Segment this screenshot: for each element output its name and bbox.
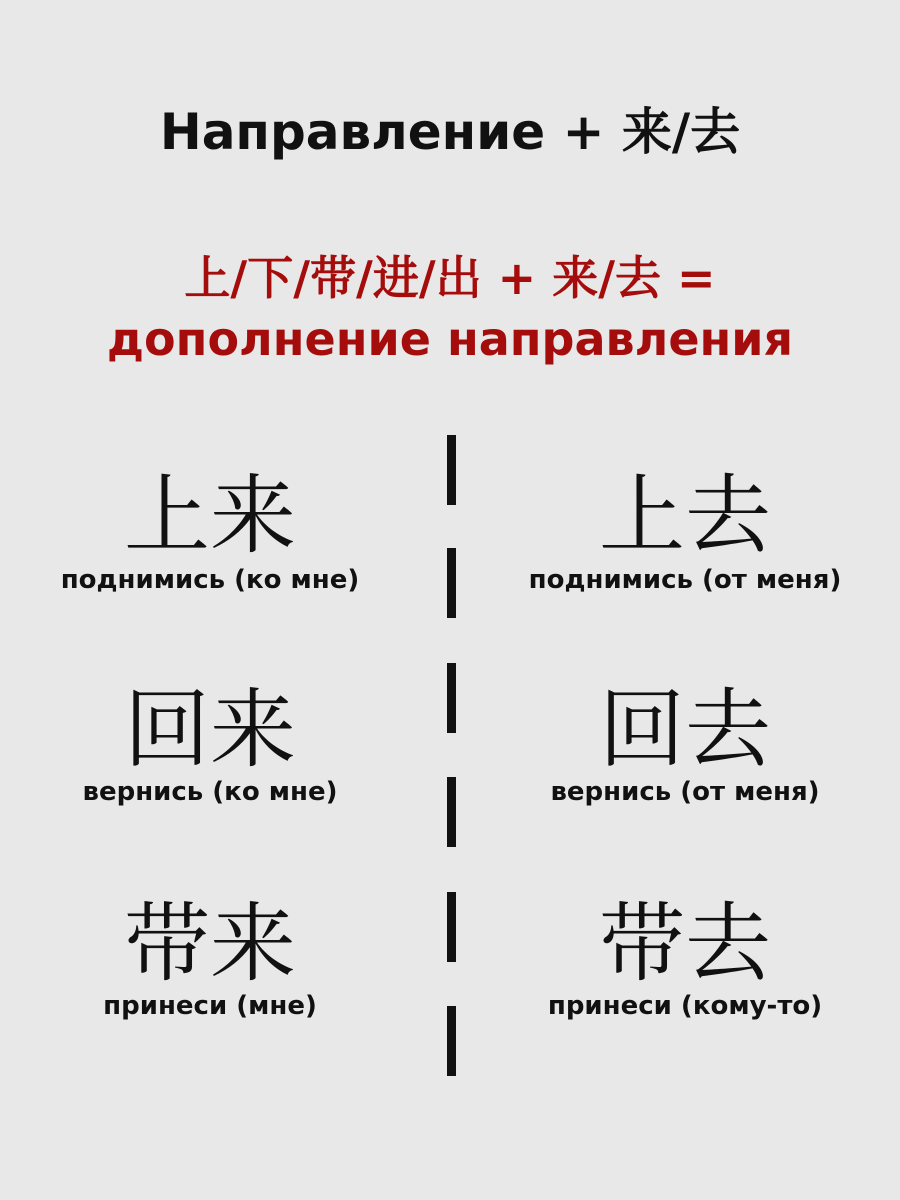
formula-line-1: 上/下/带/进/出 + 来/去 = (184, 251, 716, 305)
divider-dash (447, 777, 456, 847)
hanzi-right-2: 回去 (599, 680, 771, 780)
divider-dash (447, 435, 456, 505)
meaning-left-1: поднимись (ко мне) (60, 565, 360, 595)
divider-dash (447, 663, 456, 733)
meaning-right-2: вернись (от меня) (550, 777, 820, 807)
hanzi-left-3: 带来 (124, 894, 296, 994)
hanzi-right-3: 带去 (599, 894, 771, 994)
meaning-left-3: принеси (мне) (103, 991, 317, 1021)
divider-dash (447, 892, 456, 962)
meaning-left-2: вернись (ко мне) (82, 777, 338, 807)
formula-line-2: дополнение направления (106, 312, 794, 366)
meaning-right-1: поднимись (от меня) (528, 565, 842, 595)
divider-dash (447, 548, 456, 618)
hanzi-left-1: 上来 (124, 466, 296, 566)
meaning-right-3: принеси (кому-то) (547, 991, 823, 1021)
page-title: Направление + 来/去 (159, 103, 741, 161)
hanzi-right-1: 上去 (599, 466, 771, 566)
divider-dash (447, 1006, 456, 1076)
hanzi-left-2: 回来 (124, 680, 296, 780)
